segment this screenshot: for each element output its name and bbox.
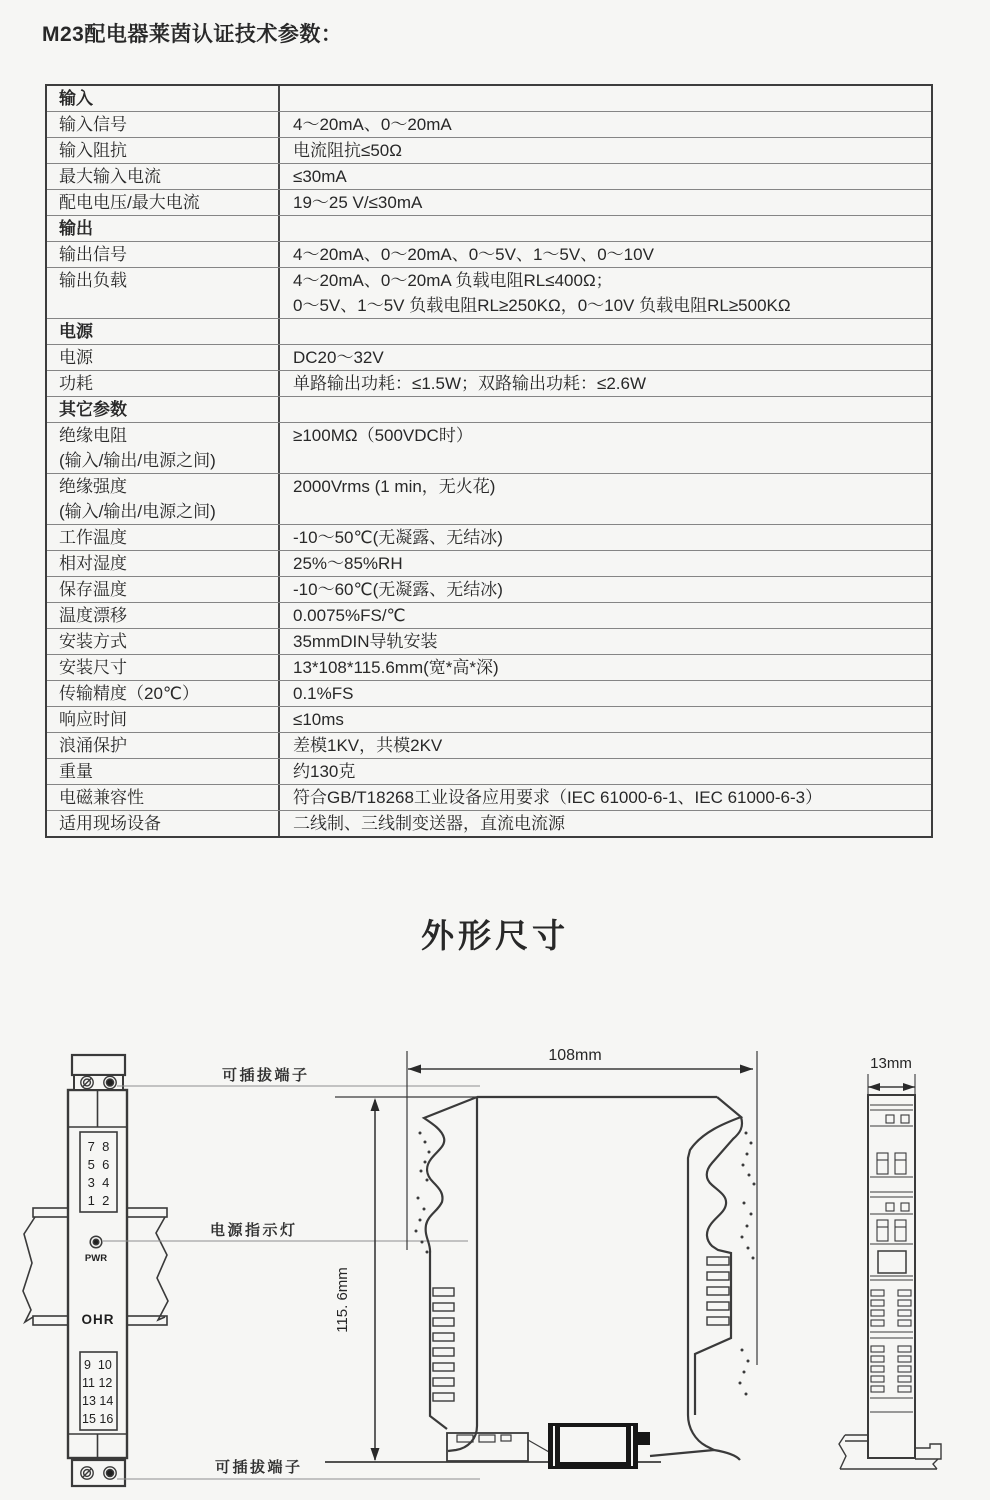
spec-label: 输出 <box>47 216 280 241</box>
front-view-drawing <box>23 1055 480 1486</box>
spec-value: 约130克 <box>293 762 356 781</box>
spec-label: 传输精度（20℃） <box>47 681 280 706</box>
spec-value: DC20～32V <box>293 348 384 367</box>
pluggable-terminal-label-bottom: 可插拔端子 <box>215 1459 303 1476</box>
depth-dimension <box>868 1055 915 1095</box>
spec-table <box>45 84 933 838</box>
table-row <box>47 189 931 215</box>
table-row <box>47 267 931 318</box>
spec-label: 输入信号 <box>47 112 280 137</box>
table-row <box>47 784 931 810</box>
spec-value: 差模1KV，共模2KV <box>293 736 443 755</box>
table-row <box>47 810 931 836</box>
spec-value: 单路输出功耗：≤1.5W；双路输出功耗：≤2.6W <box>293 374 647 393</box>
table-row <box>47 215 931 241</box>
spec-value: -10～60℃(无凝露、无结冰) <box>293 580 503 599</box>
table-row <box>47 680 931 706</box>
spec-label: 温度漂移 <box>47 603 280 628</box>
table-row <box>47 111 931 137</box>
spec-value <box>280 216 931 241</box>
spec-value: 0.1%FS <box>293 684 354 703</box>
spec-value: 符合GB/T18268工业设备应用要求（IEC 61000-6-1、IEC 61000-6-3） <box>293 788 823 807</box>
table-row <box>47 732 931 758</box>
spec-value: ≤30mA <box>293 167 347 186</box>
width-dimension <box>407 1047 757 1365</box>
table-row <box>47 318 931 344</box>
table-row <box>47 86 931 111</box>
dotted-lines <box>415 1132 756 1396</box>
spec-value: ≥100MΩ（500VDC时） <box>293 426 473 445</box>
spec-label: 相对湿度 <box>47 551 280 576</box>
spec-value: 13*108*115.6mm(宽*高*深) <box>293 658 499 677</box>
spec-label: 输出负载 <box>47 268 280 318</box>
spec-label: 工作温度 <box>47 525 280 550</box>
spec-value: 2000Vrms (1 min，无火花) <box>293 477 496 496</box>
spec-value: 电流阻抗≤50Ω <box>293 141 402 160</box>
spec-value: 35mmDIN导轨安装 <box>293 632 438 651</box>
table-row <box>47 344 931 370</box>
spec-label: 保存温度 <box>47 577 280 602</box>
spec-label: 绝缘电阻 (输入/输出/电源之间) <box>47 423 280 473</box>
table-row <box>47 628 931 654</box>
spec-value: ≤10ms <box>293 710 344 729</box>
spec-value <box>280 86 931 111</box>
pluggable-terminal-label-top: 可插拔端子 <box>222 1067 310 1084</box>
bottom-terminal-cap <box>72 1460 125 1486</box>
table-row <box>47 396 931 422</box>
spec-label: 适用现场设备 <box>47 811 280 836</box>
terminal-numbers-line: 3 4 <box>87 1175 110 1190</box>
spec-value: 4～20mA、0～20mA <box>293 115 452 134</box>
table-row <box>47 422 931 473</box>
din-clip <box>548 1423 650 1469</box>
spec-label: 电磁兼容性 <box>47 785 280 810</box>
spec-value <box>280 397 931 422</box>
side-view-drawing <box>325 1047 757 1469</box>
terminal-numbers-line: 1 2 <box>87 1193 110 1208</box>
height-dimension <box>325 1097 661 1462</box>
spec-label: 重量 <box>47 759 280 784</box>
table-row <box>47 370 931 396</box>
spec-label: 其它参数 <box>47 397 280 422</box>
outline-dimensions-title: 外形尺寸 <box>421 917 569 954</box>
spec-label: 输入阻抗 <box>47 138 280 163</box>
width-dim-text: 108mm <box>548 1047 602 1064</box>
spec-value: 19～25 V/≤30mA <box>293 193 423 212</box>
profile-view-drawing <box>839 1055 941 1469</box>
table-row <box>47 524 931 550</box>
terminal-numbers-line: 5 6 <box>87 1157 110 1172</box>
spec-label: 配电电压/最大电流 <box>47 190 280 215</box>
spec-label: 电源 <box>47 319 280 344</box>
pwr-led-label: PWR <box>84 1253 108 1264</box>
spec-value: -10～50℃(无凝露、无结冰) <box>293 528 503 547</box>
spec-value: 0.0075%FS/℃ <box>293 606 406 625</box>
table-row <box>47 241 931 267</box>
terminal-numbers-line: 7 8 <box>87 1139 110 1154</box>
spec-label: 输入 <box>47 86 280 111</box>
terminal-numbers-line: 13 14 <box>82 1394 114 1408</box>
spec-label: 响应时间 <box>47 707 280 732</box>
brand-logo: OHR <box>81 1312 115 1327</box>
table-row <box>47 550 931 576</box>
spec-label: 最大输入电流 <box>47 164 280 189</box>
power-indicator-label: 电源指示灯 <box>210 1222 298 1239</box>
depth-dim-text: 13mm <box>870 1055 912 1072</box>
height-dim-text: 115. 6mm <box>334 1267 351 1333</box>
spec-label: 浪涌保护 <box>47 733 280 758</box>
spec-label: 安装尺寸 <box>47 655 280 680</box>
dimension-drawings <box>0 1020 990 1500</box>
spec-label: 输出信号 <box>47 242 280 267</box>
terminal-numbers-line: 11 12 <box>82 1376 113 1390</box>
table-row <box>47 137 931 163</box>
terminal-numbers-line: 15 16 <box>82 1412 114 1426</box>
spec-label: 电源 <box>47 345 280 370</box>
top-terminal-cap <box>72 1055 125 1075</box>
table-row <box>47 602 931 628</box>
terminal-numbers-line: 9 10 <box>84 1358 112 1372</box>
table-row <box>47 654 931 680</box>
spec-value: 二线制、三线制变送器，直流电流源 <box>293 814 565 833</box>
table-row <box>47 163 931 189</box>
vent-slots <box>433 1288 454 1401</box>
table-row <box>47 758 931 784</box>
vent-slots <box>707 1257 729 1325</box>
table-row <box>47 473 931 524</box>
spec-value <box>280 319 931 344</box>
spec-value: 25%～85%RH <box>293 554 403 573</box>
table-row <box>47 706 931 732</box>
page-title: M23配电器莱茵认证技术参数： <box>42 23 343 46</box>
table-row <box>47 576 931 602</box>
spec-value: 4～20mA、0～20mA 负载电阻RL≤400Ω； 0～5V、1～5V 负载电阻RL≥250KΩ，0～10V 负载电阻RL≥500KΩ <box>293 271 791 315</box>
spec-value: 4～20mA、0～20mA、0～5V、1～5V、0～10V <box>293 245 654 264</box>
spec-label: 功耗 <box>47 371 280 396</box>
spec-label: 绝缘强度 (输入/输出/电源之间) <box>47 474 280 524</box>
spec-label: 安装方式 <box>47 629 280 654</box>
